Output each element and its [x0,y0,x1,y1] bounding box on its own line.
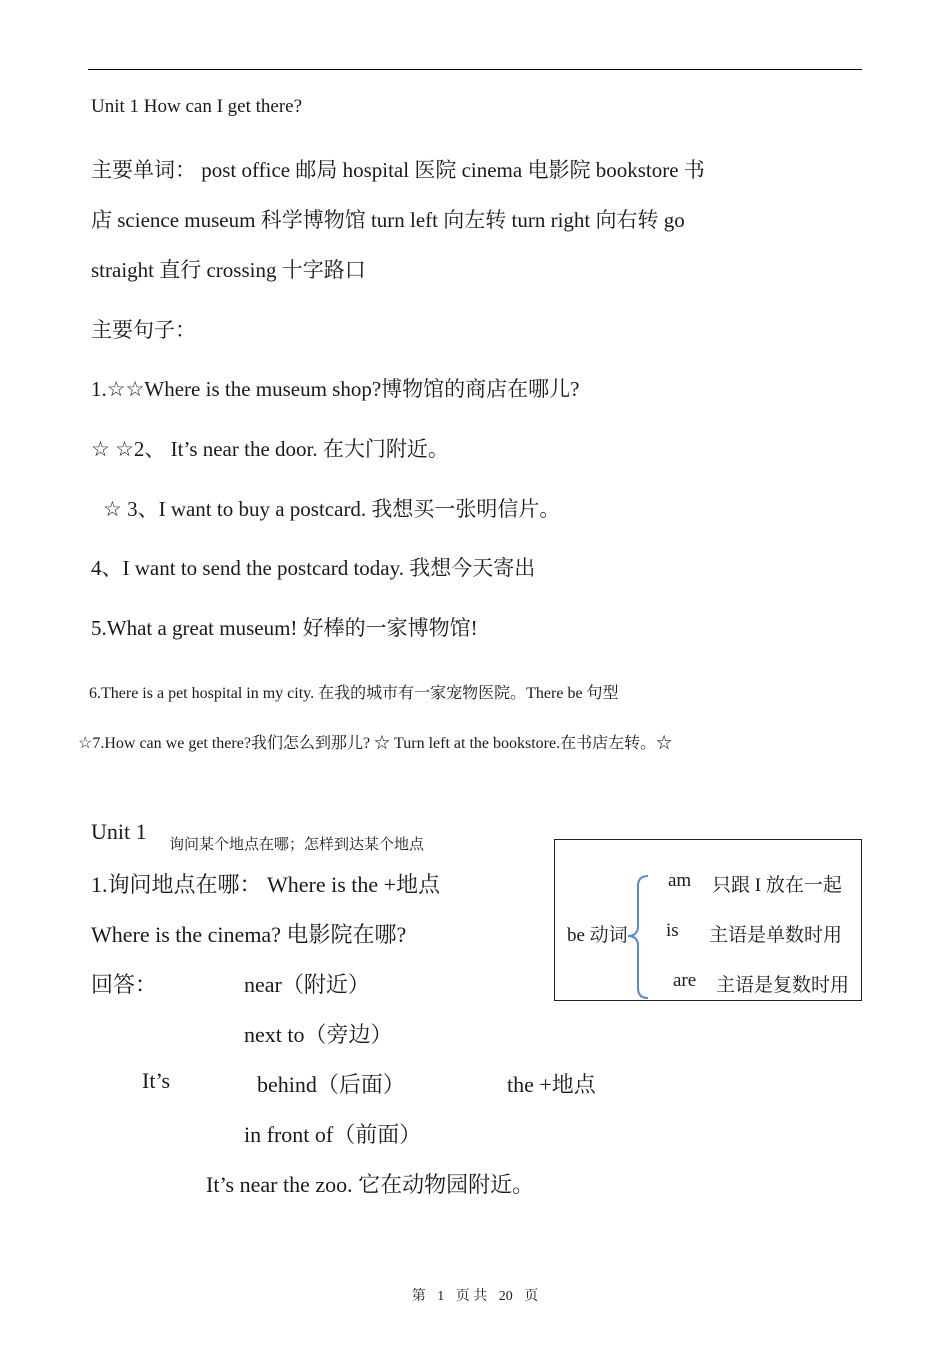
brace-icon [620,872,650,1002]
point-1-heading: 1.询问地点在哪： Where is the +地点 [91,872,441,897]
answer-label: 回答： [91,972,158,997]
prep-near: near（附近） [244,972,370,997]
section-unit-label: Unit 1 [91,819,147,844]
footer-mid: 页 共 [455,1289,488,1304]
page-footer [0,1285,950,1305]
example-answer: It’s near the zoo. 它在动物园附近。 [206,1172,535,1197]
page-title: Unit 1 How can I get there? [91,96,303,117]
prep-behind: behind（后面） [257,1072,405,1097]
prep-in-front-of: in front of（前面） [244,1122,422,1147]
be-row-am-desc: 只跟 I 放在一起 [712,875,842,896]
section-unit-note: 询问某个地点在哪；怎样到达某个地点 [169,837,425,853]
be-row-am-verb: am [668,870,692,891]
the-place: the +地点 [507,1072,596,1097]
footer-total-pages: 20 [498,1289,513,1304]
sentences-heading: 主要句子： [91,318,196,342]
be-row-are-desc: 主语是复数时用 [716,975,850,996]
sentence-3: ☆ 3、I want to buy a postcard. 我想买一张明信片。 [103,497,561,521]
sentence-1: 1.☆☆Where is the museum shop?博物馆的商店在哪儿? [91,377,580,401]
sentence-7: ☆7.How can we get there?我们怎么到那儿? ☆ Turn left at the bookstore.在书店左转。☆ [78,735,673,752]
sentence-5: 5.What a great museum! 好棒的一家博物馆! [91,616,478,640]
sentence-6: 6.There is a pet hospital in my city. 在我的城市有一家宠物医院。There be 句型 [89,685,619,702]
vocab-line-3: straight 直行 crossing 十字路口 [91,258,366,282]
be-row-is-desc: 主语是单数时用 [709,925,843,946]
footer-suffix: 页 [524,1289,539,1304]
sentence-4: 4、I want to send the postcard today. 我想今天寄出 [91,556,536,580]
sentence-2: ☆ ☆2、 It’s near the door. 在大门附近。 [91,437,449,461]
header-rule [88,69,862,70]
example-question: Where is the cinema? 电影院在哪? [91,922,407,947]
be-row-are-verb: are [673,970,697,991]
be-row-is-verb: is [666,920,679,941]
prep-next-to: next to（旁边） [244,1022,393,1047]
be-verb-label: be 动词 [567,925,628,946]
vocab-line-2: 店 science museum 科学博物馆 turn left 向左转 turn right 向右转 go [91,208,685,232]
its-label: It’s [142,1068,171,1093]
footer-page-number: 1 [437,1289,445,1304]
vocab-line-1: 主要单词： post office 邮局 hospital 医院 cinema 电影院 bookstore 书 [91,158,705,182]
footer-prefix: 第 [411,1289,426,1304]
